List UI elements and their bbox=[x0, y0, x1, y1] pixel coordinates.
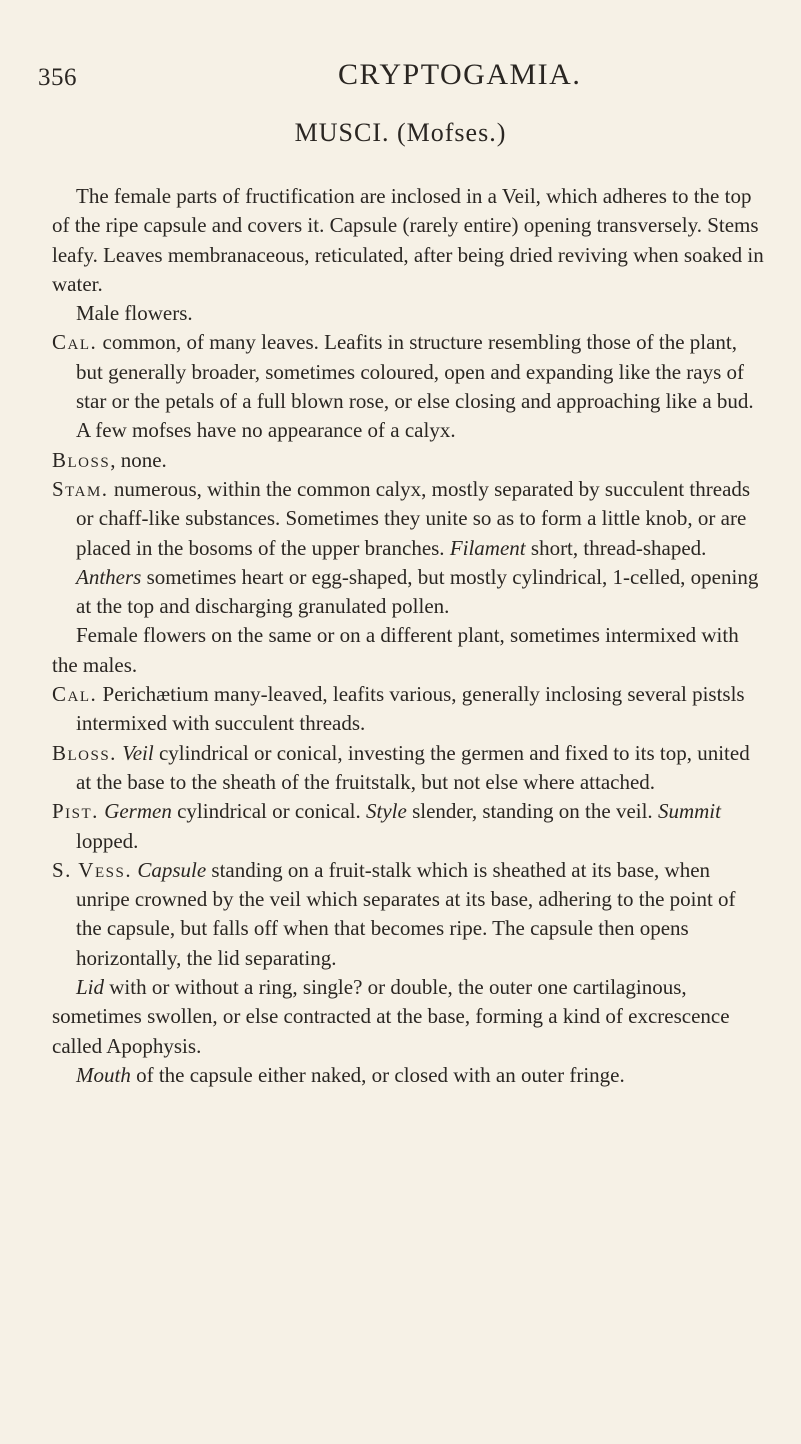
entry-text: Perichætium many-leaved, leafits various, generally inclosing several pistsls intermixed with succulent threads. bbox=[76, 682, 745, 736]
entry-label: S. Vess. bbox=[52, 857, 133, 882]
body-text bbox=[52, 182, 764, 1090]
entry-text: sometimes heart or egg-shaped, but mostly cylindrical, 1-celled, opening at the top and discharging granulated pollen. bbox=[76, 564, 759, 619]
term-germen: Germen bbox=[104, 799, 172, 824]
entry-text: standing on a fruit-stalk which is sheathed at its base, when unripe crowned by the veil which separates at its base, adhering to the point of the capsule, but falls off when that becomes ripe. The capsule then opens horizontally, the lid separating. bbox=[76, 857, 736, 970]
running-title: CRYPTOGAMIA. bbox=[338, 58, 582, 91]
entry-label: Cal. bbox=[52, 330, 98, 355]
running-head bbox=[38, 58, 738, 98]
entry-text: slender, standing on the veil. bbox=[406, 799, 658, 824]
term-filament: Filament bbox=[449, 535, 526, 560]
page-number: 356 bbox=[38, 64, 77, 91]
term-anthers: Anthers bbox=[76, 564, 142, 589]
term-lid: Lid bbox=[76, 975, 105, 1000]
male-calyx-entry bbox=[52, 328, 764, 445]
entry-text: with or without a ring, single? or double, the outer one cartilaginous, sometimes swollen, or else contracted at the base, forming a kind of excrescence called Apophysis. bbox=[52, 975, 730, 1058]
entry-text: cylindrical or conical, investing the germen and fixed to its top, united at the base to the sheath of the fruitstalk, but not else where attached. bbox=[76, 740, 750, 794]
lid-paragraph bbox=[52, 973, 764, 1061]
mouth-paragraph bbox=[52, 1061, 764, 1090]
section-title: MUSCI. (Mofses.) bbox=[294, 118, 507, 147]
entry-text: numerous, within the common calyx, mostly separated by succulent threads or chaff-like substances. Sometimes they unite so as to form a little knob, or are placed in the bosoms of the upper branches. bbox=[76, 476, 751, 560]
female-blossom-entry bbox=[52, 739, 764, 798]
entry-text: , none. bbox=[110, 447, 167, 472]
pistil-entry bbox=[52, 797, 764, 856]
term-veil: Veil bbox=[122, 740, 154, 765]
stamens-entry bbox=[52, 475, 764, 621]
entry-text: of the capsule either naked, or closed with an outer fringe. bbox=[130, 1062, 625, 1087]
female-calyx-entry bbox=[52, 680, 764, 739]
term-summit: Summit bbox=[657, 799, 721, 824]
male-blossom-entry bbox=[52, 446, 764, 475]
entry-text: cylindrical or conical. bbox=[171, 799, 367, 824]
entry-label: Stam. bbox=[52, 476, 109, 501]
female-flowers-paragraph: Female flowers on the same or on a different plant, sometimes intermixed with the males. bbox=[52, 623, 739, 677]
entry-label: Cal. bbox=[52, 682, 98, 707]
entry-label: Bloss. bbox=[52, 740, 117, 765]
seed-vessel-entry bbox=[52, 856, 764, 973]
term-style: Style bbox=[366, 799, 407, 824]
entry-label: Pist. bbox=[52, 799, 99, 824]
entry-text: common, of many leaves. Leafits in structure resembling those of the plant, but generally broader, sometimes coloured, open and expanding like the rays of star or the petals of a full blown rose, or else closing and approaching like a bud. A few mofses have no appearance of a calyx. bbox=[76, 330, 754, 443]
entry-text: lopped. bbox=[76, 828, 139, 853]
entry-label: Bloss bbox=[52, 447, 111, 472]
intro-paragraph: The female parts of fructification are inclosed in a Veil, which adheres to the top of the ripe capsule and covers it. Capsule (rarely entire) opening transversely. Stems leafy. Leaves membranaceous, reticulated, after being dried reviving when soaked in water. bbox=[52, 184, 764, 296]
term-mouth: Mouth bbox=[76, 1062, 131, 1087]
term-capsule: Capsule bbox=[137, 857, 207, 882]
entry-text: short, thread-shaped. bbox=[525, 535, 707, 560]
male-flowers-heading: Male flowers. bbox=[76, 301, 193, 326]
